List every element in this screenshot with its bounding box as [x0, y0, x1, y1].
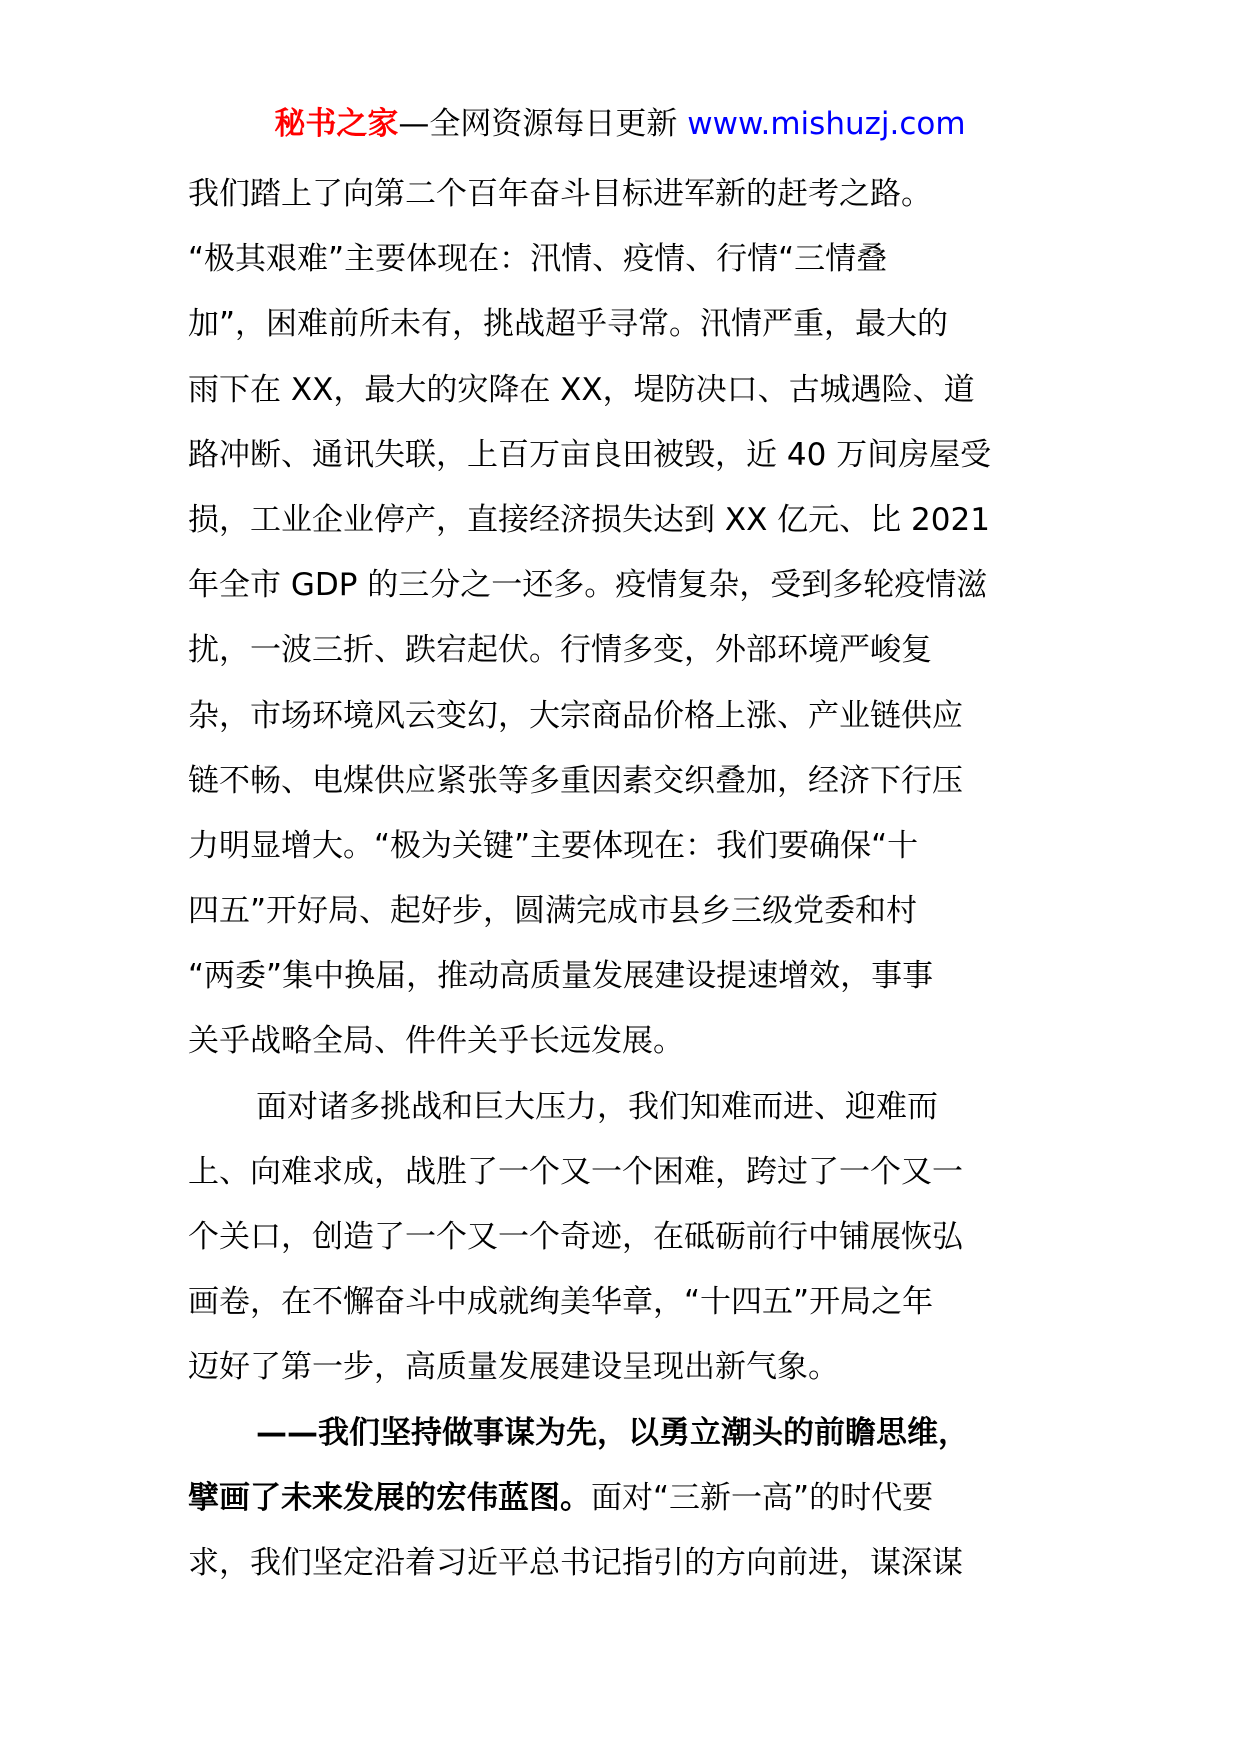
text-line: 路冲断、通讯失联，上百万亩良田被毁，近 40 万间房屋受 — [188, 436, 992, 473]
text-line: 杂，市场环境风云变幻，大宗商品价格上涨、产业链供应 — [188, 697, 963, 734]
text-line: 加”，困难前所未有，挑战超乎寻常。汛情严重，最大的 — [188, 306, 949, 343]
text-line: 损，工业企业停产，直接经济损失达到 XX 亿元、比 2021 — [188, 501, 990, 538]
text-line: 链不畅、电煤供应紧张等多重因素交织叠加，经济下行压 — [188, 762, 963, 799]
site-header — [0, 104, 1240, 144]
document-body — [188, 162, 1056, 1596]
text-line: 年全市 GDP 的三分之一还多。疫情复杂，受到多轮疫情滋 — [188, 567, 988, 604]
text-line: 雨下在 XX，最大的灾降在 XX，堤防决口、古城遇险、道 — [188, 371, 975, 408]
text-line: 迈好了第一步，高质量发展建设呈现出新气象。 — [188, 1349, 839, 1386]
text-line: 四五”开好局、起好步，圆满完成市县乡三级党委和村 — [188, 893, 918, 930]
site-brand: 秘书之家 — [274, 106, 399, 142]
text-line: 求，我们坚定沿着习近平总书记指引的方向前进，谋深谋 — [188, 1544, 963, 1581]
text-line — [188, 1466, 1056, 1531]
section-heading-end: 擘画了未来发展的宏伟蓝图。 — [188, 1479, 591, 1516]
text-line: 关乎战略全局、件件关乎长远发展。 — [188, 1023, 684, 1060]
text-line: 我们踏上了向第二个百年奋斗目标进军新的赶考之路。 — [188, 176, 932, 212]
text-line: “极其艰难”主要体现在：汛情、疫情、行情“三情叠 — [188, 241, 888, 278]
text-line: 画卷，在不懈奋斗中成就绚美华章，“十四五”开局之年 — [188, 1284, 934, 1321]
paragraph-first-line: 面对诸多挑战和巨大压力，我们知难而进、迎难而 — [256, 1088, 938, 1125]
text-line: 扰，一波三折、跌宕起伏。行情多变，外部环境严峻复 — [188, 632, 932, 669]
site-tagline: —全网资源每日更新 — [398, 106, 688, 142]
text-line: “两委”集中换届，推动高质量发展建设提速增效，事事 — [188, 958, 934, 995]
section-heading-line: ——我们坚持做事谋为先，以勇立潮头的前瞻思维， — [256, 1414, 969, 1451]
site-url: www.mishuzj.com — [687, 106, 966, 142]
text-line: 上、向难求成，战胜了一个又一个困难，跨过了一个又一 — [188, 1153, 963, 1190]
text-run: 面对“三新一高”的时代要 — [591, 1479, 934, 1516]
text-line: 个关口，创造了一个又一个奇迹，在砥砺前行中铺展恢弘 — [188, 1219, 963, 1255]
text-line: 力明显增大。“极为关键”主要体现在：我们要确保“十 — [188, 827, 919, 864]
